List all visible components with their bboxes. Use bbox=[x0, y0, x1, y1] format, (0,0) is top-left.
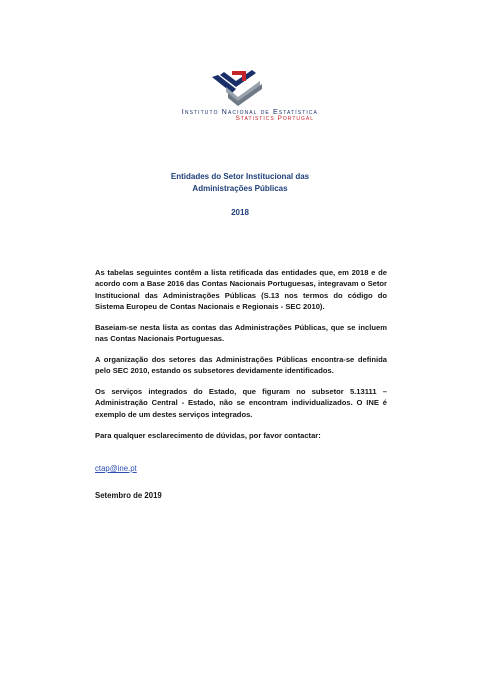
org-subtitle: Statistics Portugal bbox=[235, 115, 314, 122]
document-date: Setembro de 2019 bbox=[95, 491, 162, 500]
document-title bbox=[100, 171, 380, 195]
paragraph-integrated-services: Os serviços integrados do Estado, que figuram no subsetor 5.13111 – Administração Central - Estado, não se encontram individualizados. O INE é exemplo de um destes serviços integrados. bbox=[95, 387, 387, 419]
paragraph-contact: Para qualquer esclarecimento de dúvidas, por favor contactar: bbox=[95, 431, 321, 440]
paragraph-organization: A organização dos setores das Administrações Públicas encontra-se definida pelo SEC 2010, estando os subsetores devidamente identificados. bbox=[95, 355, 387, 376]
ine-logo-icon bbox=[212, 67, 268, 107]
contact-email-link[interactable]: ctap@ine.pt bbox=[95, 464, 137, 473]
paragraph-intro: As tabelas seguintes contêm a lista retificada das entidades que, em 2018 e de acordo com a Base 2016 das Contas Nacionais Portuguesas, integravam o Setor Institucional das Administrações Públicas (S.13 nos termos do código do Sistema Europeu de Contas Nacionais e Regionais - SEC 2010). bbox=[95, 268, 387, 312]
paragraph-basis: Baseiam-se nesta lista as contas das Administrações Públicas, que se incluem nas Contas Nacionais Portuguesas. bbox=[95, 323, 387, 344]
document-year: 2018 bbox=[231, 208, 249, 217]
org-name: Instituto Nacional de Estatística bbox=[181, 107, 318, 116]
title-line-2: Administrações Públicas bbox=[192, 184, 288, 193]
title-line-1: Entidades do Setor Institucional das bbox=[170, 172, 310, 181]
